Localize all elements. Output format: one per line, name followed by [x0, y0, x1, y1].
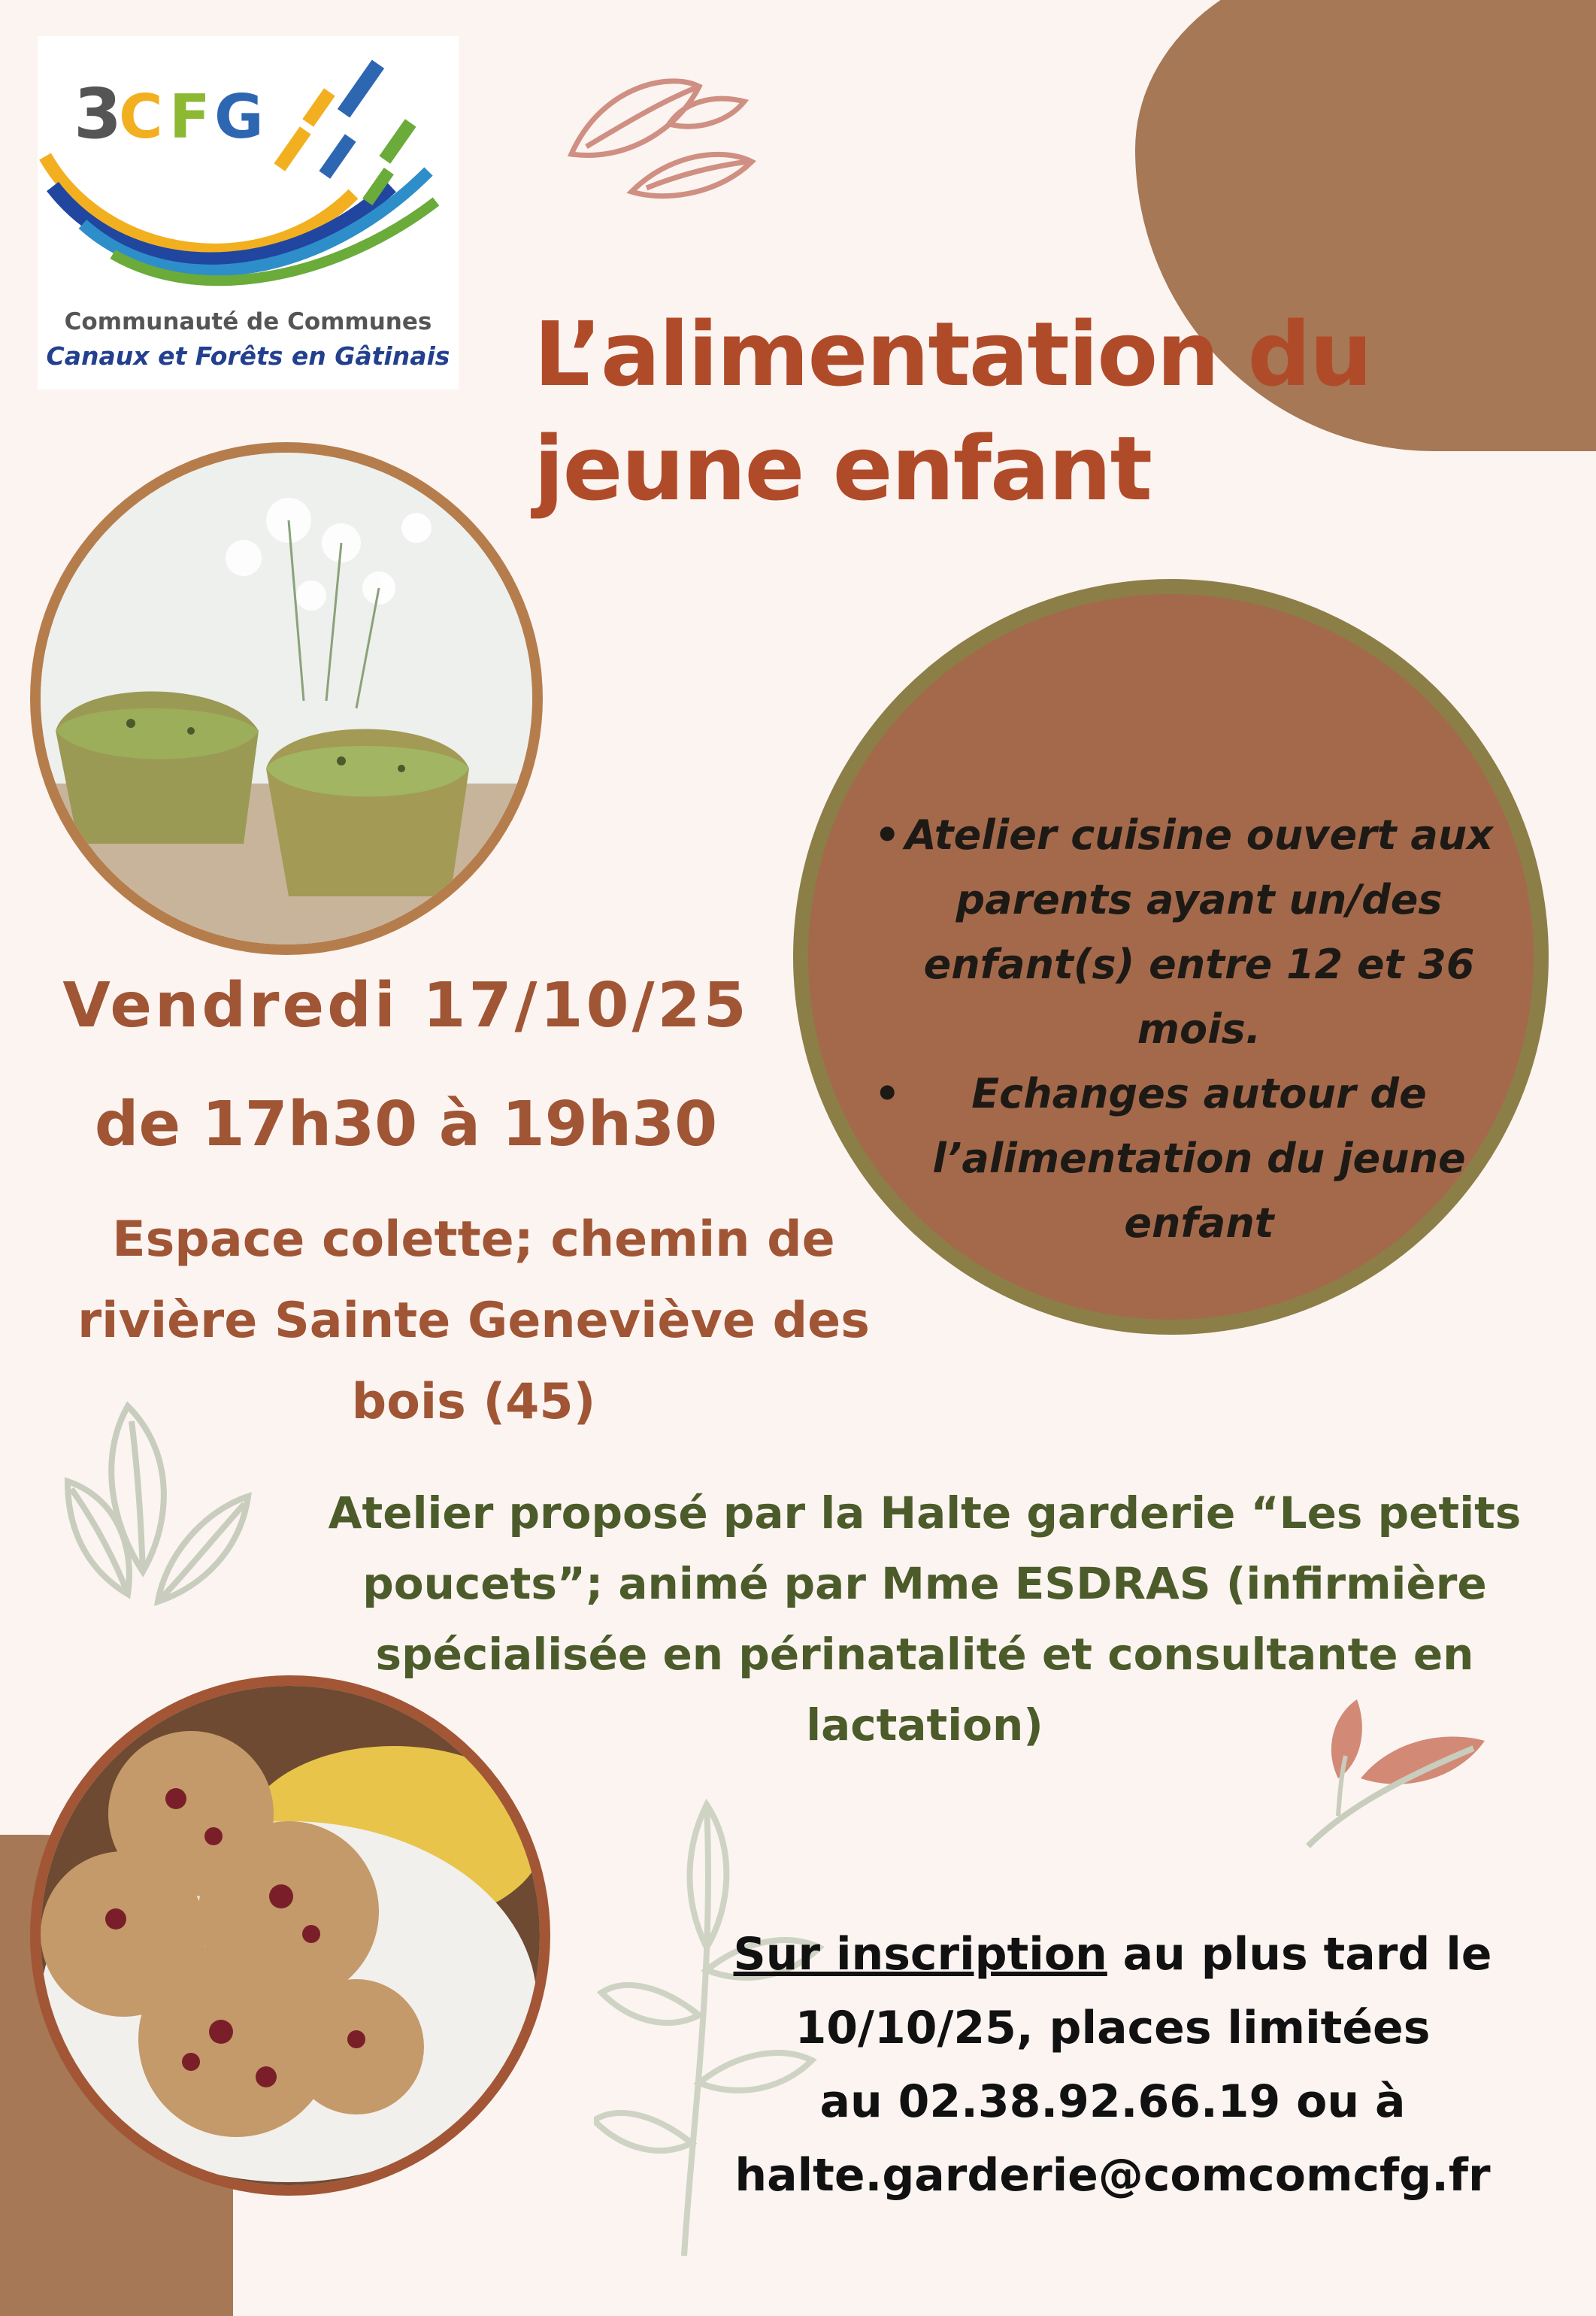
registration-line [677, 1917, 1549, 2065]
title-line2: jeune enfant [534, 417, 1152, 520]
event-date: Vendredi 17/10/25 [62, 970, 750, 1041]
svg-text:F: F [169, 82, 210, 152]
logo-text-line1: Communauté de Communes [64, 308, 432, 335]
poster-title [534, 297, 1511, 526]
svg-text:G: G [214, 82, 264, 152]
oat-cranberry-cookies-photo [41, 1686, 540, 2185]
logo-text-line2: Canaux et Forêts en Gâtinais [46, 341, 450, 371]
event-time: de 17h30 à 19h30 [94, 1089, 718, 1160]
registration-phone[interactable]: au 02.38.92.66.19 ou à [819, 2075, 1406, 2128]
organizer-text: Atelier proposé par la Halte garderie “Les petits poucets”; animé par Mme ESDRAS (infirmière spécialisée en périnatalité et consultante en lactation) [328, 1487, 1522, 1751]
organization-logo [38, 36, 459, 390]
svg-text:C: C [119, 82, 163, 152]
spinach-muffins-photo [41, 453, 532, 944]
leaf-decoration-top [556, 41, 759, 199]
logo-mark [38, 36, 459, 329]
title-line1: L’alimentation du [534, 302, 1371, 406]
info-bullet-exchanges: • Echanges autour de l’alimentation du jeune enfant [861, 1062, 1500, 1256]
svg-text:3: 3 [74, 74, 123, 154]
event-place: Espace colette; chemin de rivière Sainte Geneviève des bois (45) [77, 1211, 870, 1430]
registration-email[interactable]: halte.garderie@comcomcfg.fr [734, 2149, 1491, 2202]
registration-emphasis: Sur inscription [733, 1928, 1107, 1981]
photo-frame-top [30, 442, 543, 955]
info-bullet-workshop: • Atelier cuisine ouvert aux parents ayant un/des enfant(s) entre 12 et 36 mois. [861, 803, 1500, 1062]
registration-block [677, 1917, 1549, 2212]
info-bullet-list [861, 803, 1500, 1256]
registration-deadline: au plus tard le 10/10/25, places limitées [795, 1928, 1492, 2054]
